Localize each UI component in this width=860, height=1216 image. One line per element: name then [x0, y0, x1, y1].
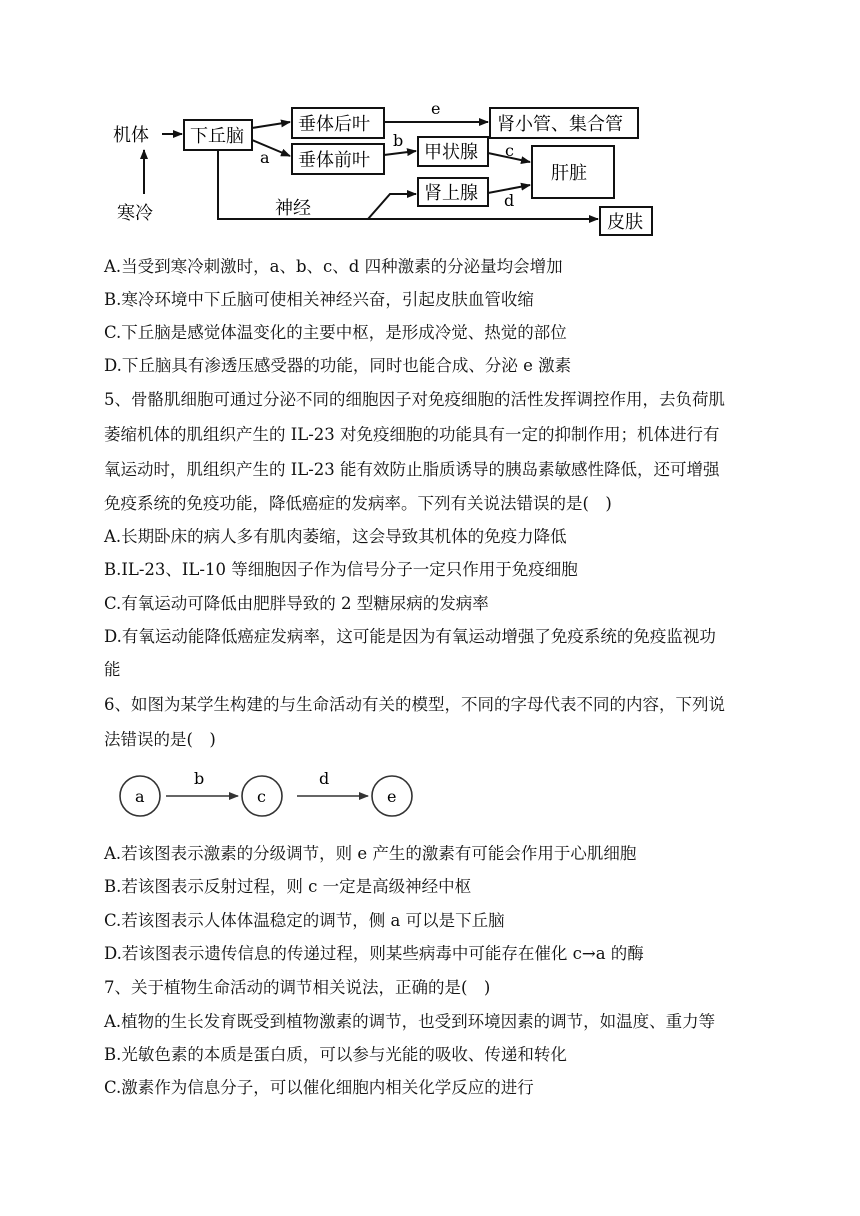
q4-option-c: C.下丘脑是感觉体温变化的主要中枢，是形成冷觉、热觉的部位 — [104, 323, 567, 342]
q5-stem-line2: 萎缩机体的肌组织产生的 IL-23 对免疫细胞的功能具有一定的抑制作用；机体进行有 — [104, 425, 720, 444]
q6-option-a: A.若该图表示激素的分级调节，则 e 产生的激素有可能会作用于心肌细胞 — [104, 844, 637, 863]
label-pifu: 皮肤 — [607, 212, 643, 233]
label-hanleng: 寒冷 — [117, 203, 153, 224]
q5-stem-line4: 免疫系统的免疫功能，降低癌症的发病率。下列有关说法错误的是( ) — [104, 494, 612, 513]
q6-option-c: C.若该图表示人体体温稳定的调节，侧 a 可以是下丘脑 — [104, 911, 505, 930]
q6-node-c-label: c — [257, 787, 266, 806]
q7-stem: 7、关于植物生命活动的调节相关说法，正确的是( ) — [104, 978, 491, 997]
label-chuitiqianye: 垂体前叶 — [298, 150, 370, 171]
q6-model-diagram — [0, 768, 860, 828]
q4-option-d: D.下丘脑具有渗透压感受器的功能，同时也能合成、分泌 e 激素 — [104, 356, 572, 375]
q7-option-a: A.植物的生长发育既受到植物激素的调节，也受到环境因素的调节，如温度、重力等 — [104, 1012, 716, 1031]
label-jiazhuangxian: 甲状腺 — [424, 142, 478, 163]
q6-node-a-label: a — [135, 787, 145, 806]
q6-option-d: D.若该图表示遗传信息的传递过程，则某些病毒中可能存在催化 c→a 的酶 — [104, 944, 644, 963]
label-chuitihouye: 垂体后叶 — [298, 114, 370, 135]
q4-option-b: B.寒冷环境中下丘脑可使相关神经兴奋，引起皮肤血管收缩 — [104, 290, 534, 309]
q6-edge-b-label: b — [194, 769, 205, 788]
q6-stem-line2: 法错误的是( ) — [104, 730, 216, 749]
q6-node-e-label: e — [387, 787, 397, 806]
q5-option-a: A.长期卧床的病人多有肌肉萎缩，这会导致其机体的免疫力降低 — [104, 527, 567, 546]
label-c: c — [505, 141, 514, 160]
label-a: a — [260, 148, 270, 167]
thermoregulation-diagram — [0, 0, 860, 250]
label-b: b — [393, 131, 404, 150]
q7-option-b: B.光敏色素的本质是蛋白质，可以参与光能的吸收、传递和转化 — [104, 1045, 567, 1064]
label-ganzang: 肝脏 — [551, 163, 587, 184]
q5-stem-line3: 氧运动时，肌组织产生的 IL-23 能有效防止脂质诱导的胰岛素敏感性降低，还可增强 — [104, 460, 720, 479]
q6-edge-d-label: d — [319, 769, 330, 788]
label-shenxiaoguan: 肾小管、集合管 — [497, 114, 623, 135]
label-shenjing: 神经 — [275, 198, 311, 219]
q5-option-d-cont: 能 — [104, 660, 121, 679]
q5-option-d: D.有氧运动能降低癌症发病率，这可能是因为有氧运动增强了免疫系统的免疫监视功 — [104, 627, 716, 646]
q5-option-c: C.有氧运动可降低由肥胖导致的 2 型糖尿病的发病率 — [104, 594, 489, 613]
label-e: e — [431, 99, 441, 118]
q5-option-b: B.IL-23、IL-10 等细胞因子作为信号分子一定只作用于免疫细胞 — [104, 560, 578, 579]
label-xiaqiunao: 下丘脑 — [190, 126, 244, 147]
label-shenshangxian: 肾上腺 — [424, 183, 478, 204]
label-jiti: 机体 — [113, 125, 149, 146]
q6-option-b: B.若该图表示反射过程，则 c 一定是高级神经中枢 — [104, 877, 472, 896]
label-d: d — [504, 191, 515, 210]
q6-stem-line1: 6、如图为某学生构建的与生命活动有关的模型，不同的字母代表不同的内容，下列说 — [104, 695, 725, 714]
q7-option-c: C.激素作为信息分子，可以催化细胞内相关化学反应的进行 — [104, 1078, 534, 1097]
q5-stem-line1: 5、骨骼肌细胞可通过分泌不同的细胞因子对免疫细胞的活性发挥调控作用，去负荷肌 — [104, 390, 725, 409]
q4-option-a: A.当受到寒冷刺激时，a、b、c、d 四种激素的分泌量均会增加 — [104, 257, 563, 276]
